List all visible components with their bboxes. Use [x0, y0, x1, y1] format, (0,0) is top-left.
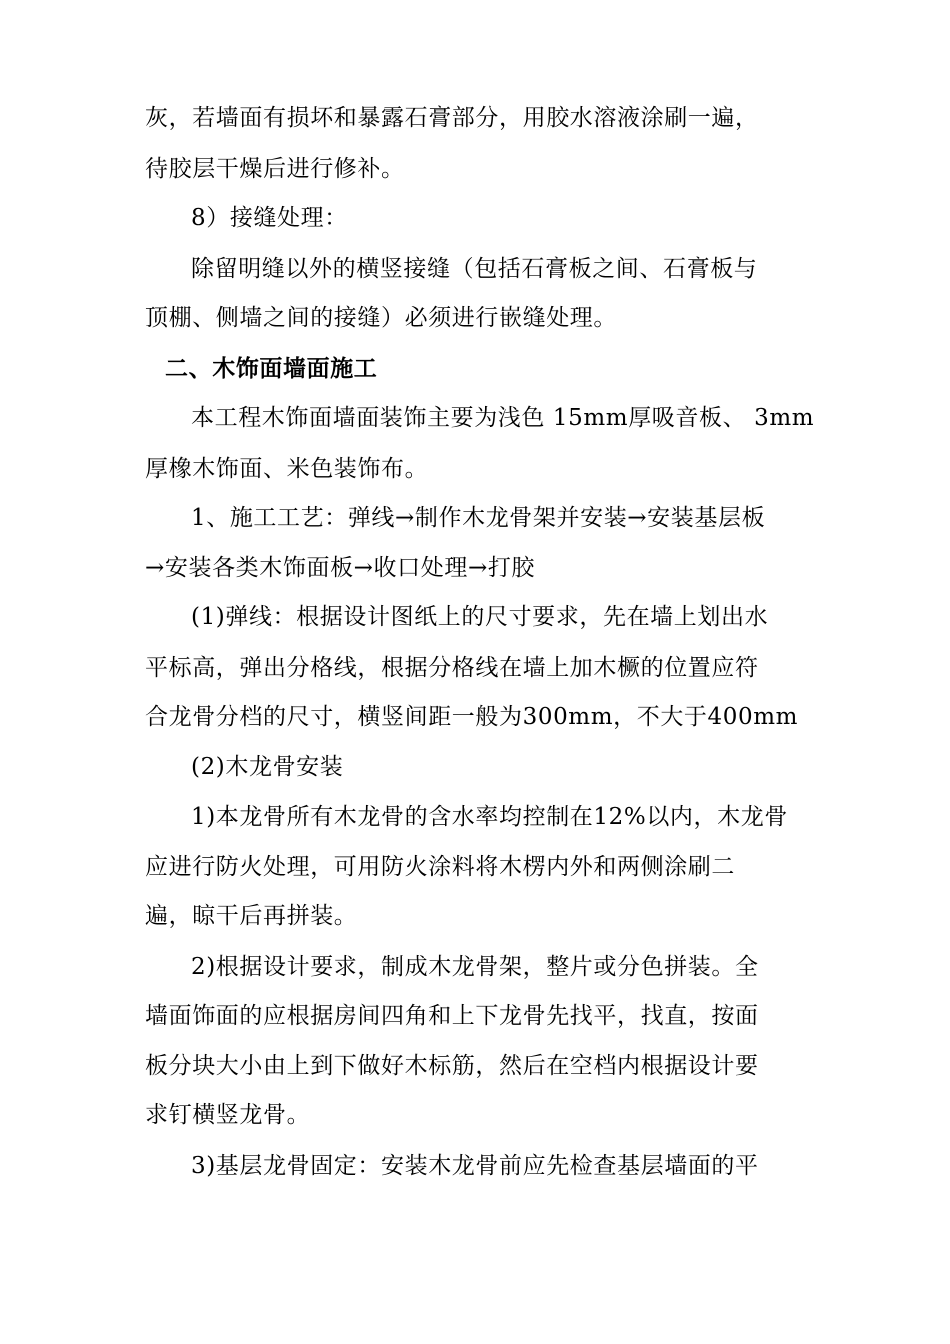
paragraph-line: 1)本龙骨所有木龙骨的含水率均控制在12%以内，木龙骨	[191, 804, 788, 830]
paragraph-line: 平标高，弹出分格线，根据分格线在墙上加木橛的位置应符	[145, 655, 759, 681]
paragraph-line: 1、施工工艺：弹线→制作木龙骨架并安装→安装基层板	[191, 505, 766, 531]
paragraph-line: 板分块大小由上到下做好木标筋，然后在空档内根据设计要	[145, 1053, 759, 1079]
section-item-label: 8）接缝处理：	[191, 205, 348, 231]
paragraph-line: 合龙骨分档的尺寸，横竖间距一般为300mm，不大于400mm	[145, 704, 799, 730]
paragraph-line: 应进行防火处理，可用防火涂料将木楞内外和两侧涂刷二	[145, 854, 735, 880]
paragraph-line: 遍，晾干后再拼装。	[145, 903, 358, 929]
paragraph-line: 顶棚、侧墙之间的接缝）必须进行嵌缝处理。	[145, 305, 617, 331]
paragraph-line: 墙面饰面的应根据房间四角和上下龙骨先找平，找直，按面	[145, 1003, 759, 1029]
paragraph-line: (1)弹线：根据设计图纸上的尺寸要求，先在墙上划出水	[191, 604, 769, 630]
paragraph-line: 待胶层干燥后进行修补。	[145, 156, 405, 182]
paragraph-line: 2)根据设计要求，制成木龙骨架，整片或分色拼装。全	[191, 954, 759, 980]
section-heading: 二、木饰面墙面施工	[165, 356, 378, 382]
paragraph-line: →安装各类木饰面板→收口处理→打胶	[145, 555, 536, 581]
paragraph-line: 除留明缝以外的横竖接缝（包括石膏板之间、石膏板与	[191, 256, 758, 282]
paragraph-line: 本工程木饰面墙面装饰主要为浅色 15mm厚吸音板、 3mm	[191, 405, 815, 431]
paragraph-line: 3)基层龙骨固定：安装木龙骨前应先检查基层墙面的平	[191, 1153, 759, 1179]
subsection-label: (2)木龙骨安装	[191, 754, 344, 780]
paragraph-line: 灰，若墙面有损坏和暴露石膏部分，用胶水溶液涂刷一遍，	[145, 105, 759, 131]
paragraph-line: 求钉横竖龙骨。	[145, 1102, 311, 1128]
paragraph-line: 厚橡木饰面、米色装饰布。	[145, 456, 429, 482]
